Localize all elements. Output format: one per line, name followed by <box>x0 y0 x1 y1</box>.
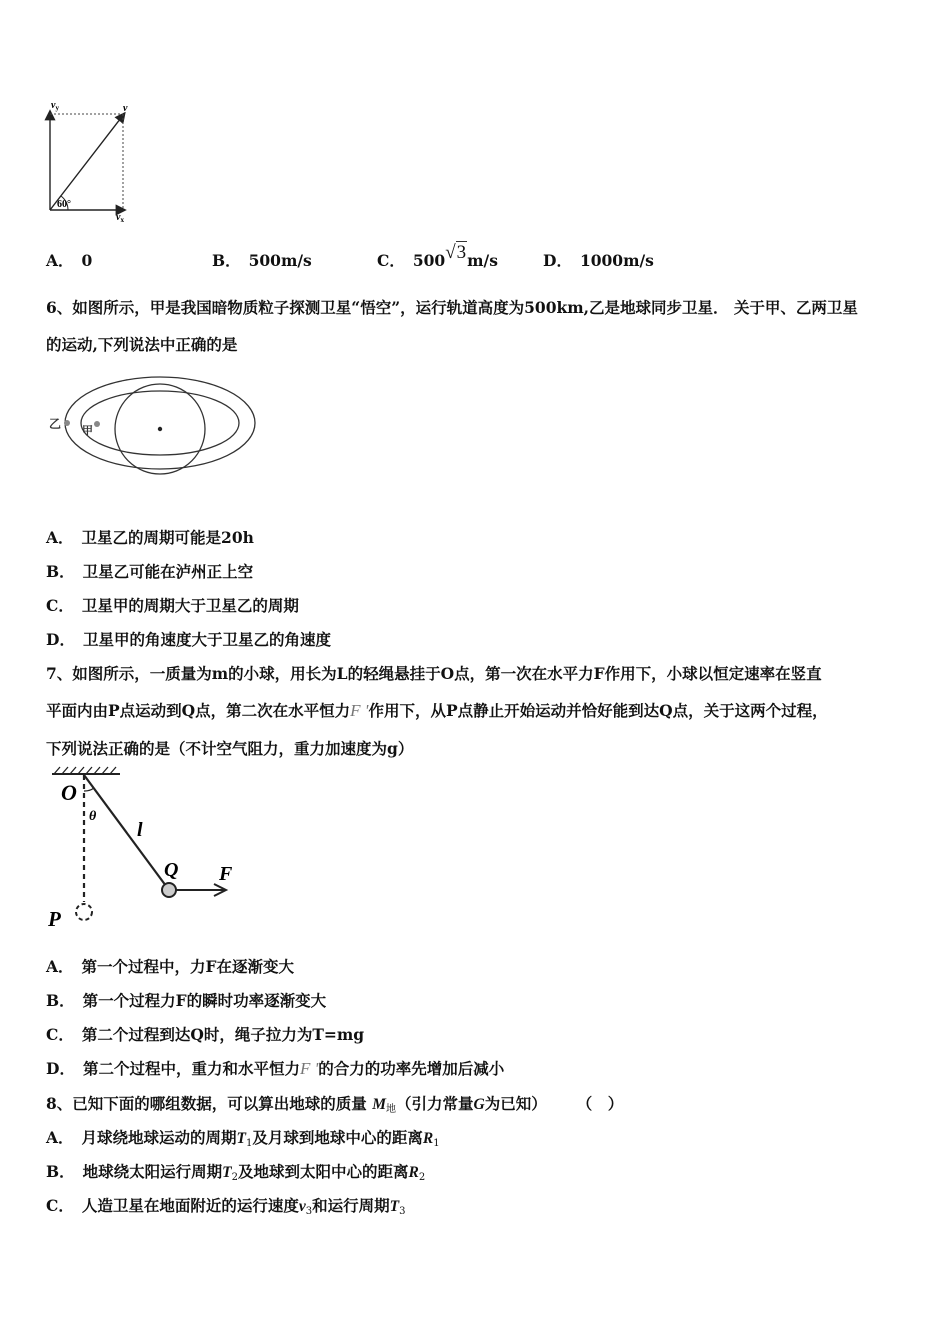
jia-label: 甲 <box>82 425 93 437</box>
q7-option-a[interactable]: A． 第一个过程中，力F在逐渐变大 <box>46 957 295 976</box>
rope <box>84 775 169 890</box>
ceiling-hatch <box>54 767 116 774</box>
f-label: F <box>219 863 233 885</box>
ball-p <box>76 904 92 920</box>
p-label: P <box>48 907 61 931</box>
vy-label: $v_y$ <box>51 100 59 112</box>
ball-q <box>162 883 176 897</box>
velocity-diagram <box>40 96 150 228</box>
v-vector <box>50 114 124 210</box>
q5-option-d[interactable]: D． 1000m/s <box>543 251 654 270</box>
q6-option-b[interactable]: B． 卫星乙可能在泸州正上空 <box>46 562 254 581</box>
q7-option-c[interactable]: C． 第二个过程到达Q时，绳子拉力为T=mg <box>46 1025 365 1044</box>
satellite-yi <box>64 420 70 426</box>
theta-label: θ <box>89 809 97 824</box>
sqrt-symbol: √3 <box>445 242 467 263</box>
pendulum-diagram <box>44 766 244 932</box>
q6-option-a[interactable]: A． 卫星乙的周期可能是20h <box>46 528 254 547</box>
satellite-jia <box>94 421 100 427</box>
q7-option-d[interactable]: D． 第二个过程中，重力和水平恒力F '的合力的功率先增加后减小 <box>46 1059 505 1078</box>
q8-option-a[interactable]: A． 月球绕地球运动的周期$T_1$及月球到地球中心的距离$R_1$ <box>46 1128 440 1149</box>
q8-option-b[interactable]: B． 地球绕太阳运行周期$T_2$及地球到太阳中心的距离$R_2$ <box>46 1162 426 1183</box>
vx-label: $v_x$ <box>116 212 124 224</box>
q5-option-b[interactable]: B． 500m/s <box>212 251 312 270</box>
q-label: Q <box>164 859 179 881</box>
q6-stem-line1: 6、如图所示，甲是我国暗物质粒子探测卫星“悟空”，运行轨道高度为500km,乙是地球同步卫星． 关于甲、乙两卫星 <box>46 298 858 317</box>
q6-option-d[interactable]: D． 卫星甲的角速度大于卫星乙的角速度 <box>46 630 331 649</box>
f-prime-symbol: F ' <box>299 1059 319 1078</box>
orbit-diagram <box>44 372 260 478</box>
earth-center <box>158 427 162 431</box>
l-label: l <box>137 819 143 841</box>
inner-ellipse <box>81 391 239 455</box>
f-prime-symbol: F ' <box>350 701 369 720</box>
q5-option-c[interactable]: C． 500√3m/s <box>377 242 498 270</box>
o-label: O <box>61 780 77 805</box>
q7-option-b[interactable]: B． 第一个过程力F的瞬时功率逐渐变大 <box>46 991 327 1010</box>
q7-stem-line1: 7、如图所示，一质量为m的小球，用长为L的轻绳悬挂于O点，第一次在水平力F作用下，小球以恒定速率在竖直 <box>46 664 822 683</box>
theta-arc <box>84 788 94 791</box>
q8-option-c[interactable]: C． 人造卫星在地面附近的运行速度$v_3$和运行周期$T_3$ <box>46 1196 406 1217</box>
q7-stem-line2: 平面内由P点运动到Q点，第二次在水平恒力F '作用下，从P点静止开始运动并恰好能到达Q点，关于这两个过程， <box>46 701 828 720</box>
angle-label: 60° <box>57 199 71 210</box>
yi-label: 乙 <box>49 417 62 431</box>
q8-stem: 8、已知下面的哪组数据，可以算出地球的质量 $M_地$（引力常量G为已知） （ ） <box>46 1094 624 1115</box>
q5-option-a[interactable]: A． 0 <box>46 251 93 270</box>
q6-option-c[interactable]: C． 卫星甲的周期大于卫星乙的周期 <box>46 596 299 615</box>
answer-paren: （ ） <box>576 1094 624 1113</box>
q7-stem-line3: 下列说法正确的是（不计空气阻力，重力加速度为g） <box>46 739 414 758</box>
v-label: v <box>123 103 128 114</box>
q6-stem-line2: 的运动,下列说法中正确的是 <box>46 335 238 354</box>
